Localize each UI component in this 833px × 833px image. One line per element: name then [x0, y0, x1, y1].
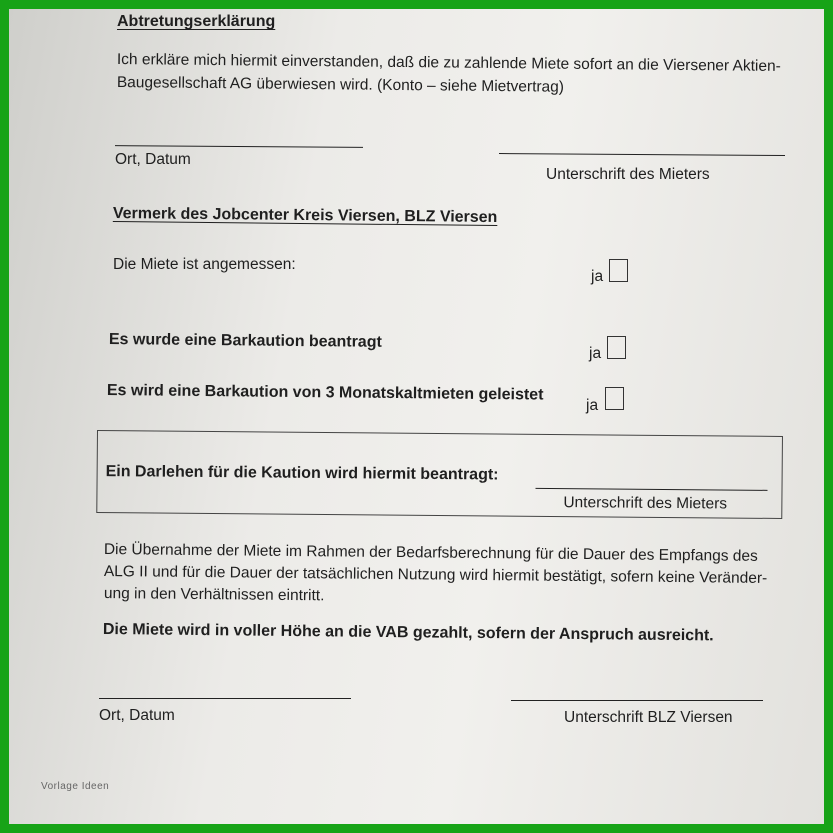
confirmation-line3: ung in den Verhältnissen eintritt. [103, 584, 325, 605]
loan-signature-line [536, 488, 768, 491]
loan-request-box [96, 430, 783, 519]
loan-signature-label: Unterschrift des Mieters [563, 494, 728, 513]
assignment-text-line2: Baugesellschaft AG überwiesen wird. (Konto – siehe Mietvertrag) [116, 73, 565, 96]
deposit-requested-label: Es wurde eine Barkaution beantragt [108, 331, 382, 351]
place-date-label: Ort, Datum [115, 151, 191, 168]
loan-request-text: Ein Darlehen für die Kaution wird hiermit beantragt: [105, 463, 499, 484]
deposit-requested-checkbox[interactable] [607, 336, 626, 359]
deposit-requested-option: ja [589, 345, 602, 362]
watermark: Vorlage Ideen [41, 781, 110, 792]
tenant-signature-label: Unterschrift des Mieters [546, 166, 710, 183]
blz-signature-line [511, 700, 763, 701]
deposit-three-months-label: Es wird eine Barkaution von 3 Monatskaltmieten geleistet [106, 382, 544, 404]
deposit-three-months-checkbox[interactable] [605, 387, 624, 410]
place-date-line [115, 145, 363, 148]
payment-statement: Die Miete wird in voller Höhe an die VAB gezahlt, sofern der Anspruch ausreicht. [102, 621, 714, 645]
footer-place-date-line [99, 698, 351, 699]
rent-appropriate-checkbox[interactable] [609, 259, 628, 282]
jobcenter-heading: Vermerk des Jobcenter Kreis Viersen, BLZ Viersen [112, 205, 498, 227]
tenant-signature-line [499, 153, 785, 156]
assignment-text-line1: Ich erkläre mich hiermit einverstanden, daß die zu zahlende Miete sofort an die Viersener Aktien- [116, 50, 781, 75]
assignment-heading: Abtretungserklärung [117, 13, 276, 30]
blz-signature-label: Unterschrift BLZ Viersen [564, 709, 733, 726]
confirmation-line1: Die Übernahme der Miete im Rahmen der Bedarfsberechnung für die Dauer des Empfangs des [103, 540, 758, 565]
document-page [9, 9, 824, 824]
rent-appropriate-label: Die Miete ist angemessen: [113, 256, 296, 273]
confirmation-line2: ALG II und für die Dauer der tatsächlichen Nutzung wird hiermit bestätigt, sofern keine Veränder- [103, 562, 768, 587]
footer-place-date-label: Ort, Datum [99, 707, 175, 724]
deposit-three-months-option: ja [586, 397, 599, 414]
rent-appropriate-option: ja [591, 268, 604, 285]
